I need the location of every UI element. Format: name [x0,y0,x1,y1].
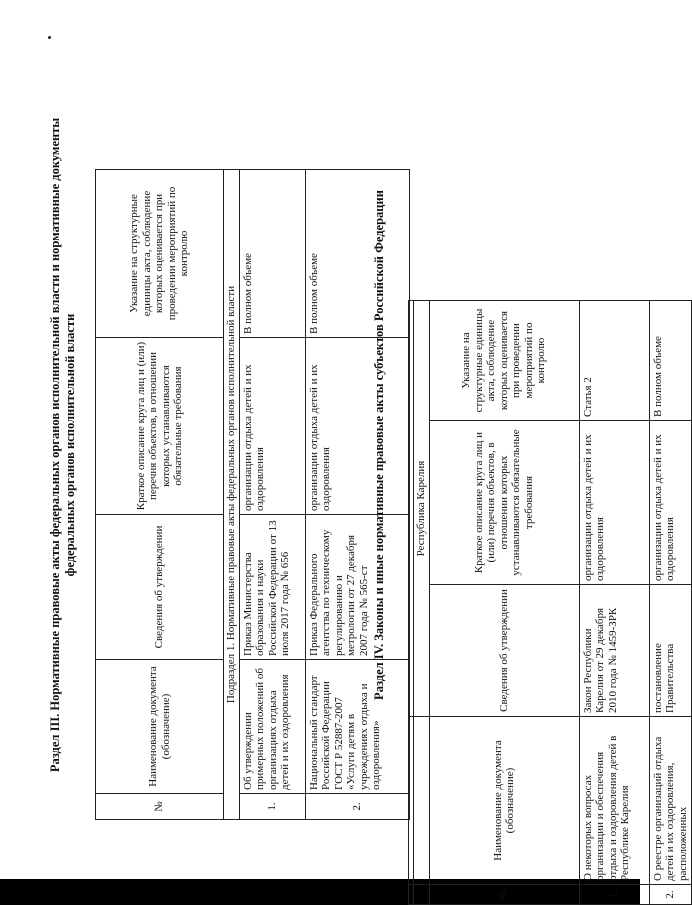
table-row [305,170,409,820]
header-cell-number: № [429,885,579,905]
row-number: 1. [579,885,649,905]
header-cell-scope: Краткое описание круга лиц и (или) перечня объектов, в отношении которых устанавливаются обязательные требования [96,338,224,515]
row-approval: Закон Республики Карелия от 29 декабря 2010 года № 1459-ЗРК [579,585,649,717]
row-scope: организации отдыха детей и их оздоровления [649,421,692,585]
region-title: Республика Карелия [414,301,430,717]
region-blank-cell [414,717,430,885]
row-units: В полном объеме [649,301,692,421]
row-approval: Приказ Министерства образования и науки Российской Федерации от 13 июля 2017 года № 656 [239,515,305,660]
header-cell-name: Наименование документа (обозначение) [96,660,224,794]
row-approval: Приказ Федерального агентства по техническому регулированию и метрологии от 27 декабря 2007 года № 565-ст [305,515,409,660]
row-number: 1. [239,794,305,820]
row-number: 2. [649,885,692,905]
row-document-name: О реестре организаций отдыха детей и их оздоровления, расположенных [649,717,692,885]
header-cell-scope: Краткое описание круга лиц и (или) перечня объектов, в отношении которых устанавливаются обязательные требования [429,421,579,585]
table-row [649,301,692,905]
header-cell-number: № [96,794,224,820]
row-document-name: О некоторых вопросах организации и обеспечения отдыха и оздоровления детей в Республике Карелия [579,717,649,885]
row-scope: организации отдыха детей и их оздоровления [579,421,649,585]
row-document-name: Об утверждении примерных положений об организациях отдыха детей и их оздоровления [239,660,305,794]
subsection-row [224,170,240,820]
header-cell-approval: Сведения об утверждении [429,585,579,717]
header-cell-name: Наименование документа (обозначение) [429,717,579,885]
header-cell-approval: Сведения об утверждении [96,515,224,660]
row-approval: постановление Правительства [649,585,692,717]
section-3-table [95,169,410,820]
section-4-table [408,300,692,905]
region-blank-cell [414,885,430,905]
section-4-heading: Раздел IV. Законы и иные нормативные правовые акты субъектов Российской Федерации [372,190,386,700]
table-header-row [429,301,579,905]
header-cell-units: Указание на структурные единицы акта, соблюдение которых оценивается при проведении мероприятий по контролю [96,170,224,338]
subsection-title: Подраздел 1. Нормативные правовые акты федеральных органов исполнительной власти [224,170,240,820]
header-cell-units: Указание на структурные единицы акта, соблюдение которых оценивается при проведении мероприятий по контролю [429,301,579,421]
row-units: В полном объеме [239,170,305,338]
row-units: Статья 2 [579,301,649,421]
table-row [239,170,305,820]
section-3-heading: Раздел III. Нормативные правовые акты федеральных органов исполнительной власти и нормативные документы федеральных органов исполнительной власти [48,117,77,773]
row-number: 2. [305,794,409,820]
region-row [414,301,430,905]
row-scope: организации отдыха детей и их оздоровления [239,338,305,515]
row-document-name: Национальный стандарт Российской Федерации ГОСТ Р 52887-2007 «Услуги детям в учреждениях отдыха и оздоровления» [305,660,409,794]
row-units: В полном объеме [305,170,409,338]
table-header-row [96,170,224,820]
row-scope: организации отдыха детей и их оздоровления [305,338,409,515]
table-row [579,301,649,905]
